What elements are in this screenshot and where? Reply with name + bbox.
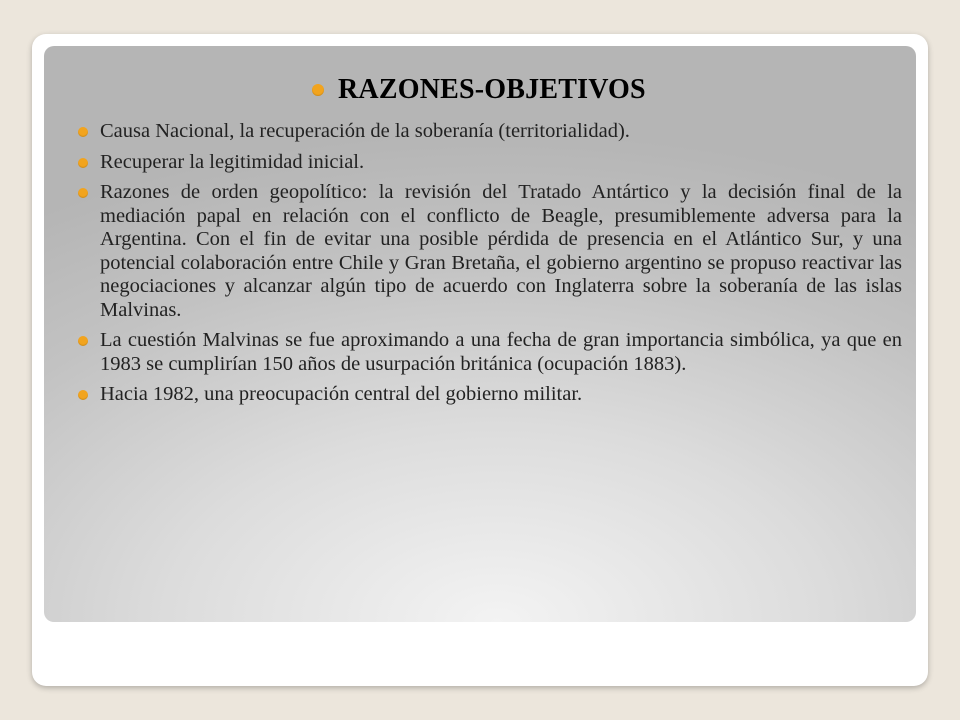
content-panel [44,46,916,622]
bullet-item [78,181,902,322]
bullet-item [78,383,902,407]
bullet-text: La cuestión Malvinas se fue aproximando a una fecha de gran importancia simbólica, ya que en 1983 se cumplirían 150 años de usurpación británica (ocupación 1883). [100,329,902,375]
bullet-item [78,151,902,175]
slide-card [32,34,928,686]
bullet-text: Recuperar la legitimidad inicial. [100,150,365,173]
bullet-text: Razones de orden geopolítico: la revisión del Tratado Antártico y la decisión final de la mediación papal en relación con el conflicto de Beagle, presumiblemente adversa para la Argentina. Con el fin de evitar una posible pérdida de presencia en el Atlántico Sur, y una potencial colaboración entre Chile y Gran Bretaña, el gobierno argentino se propuso reactivar las negociaciones y alcanzar algún tipo de acuerdo con Inglaterra sobre la soberanía de las islas Malvinas. [100,181,902,321]
bullet-icon [78,390,88,400]
title-bullet-icon [312,84,324,96]
bullet-item [78,329,902,376]
slide-title: RAZONES-OBJETIVOS [338,74,646,105]
bullet-icon [78,336,88,346]
bullet-icon [78,158,88,168]
bullet-list [78,120,902,414]
title-row [312,74,646,106]
bullet-text: Hacia 1982, una preocupación central del gobierno militar. [100,383,583,405]
bullet-text: Causa Nacional, la recuperación de la soberanía (territorialidad). [100,120,630,142]
bullet-item [78,120,902,144]
bullet-icon [78,188,88,198]
bullet-icon [78,127,88,137]
